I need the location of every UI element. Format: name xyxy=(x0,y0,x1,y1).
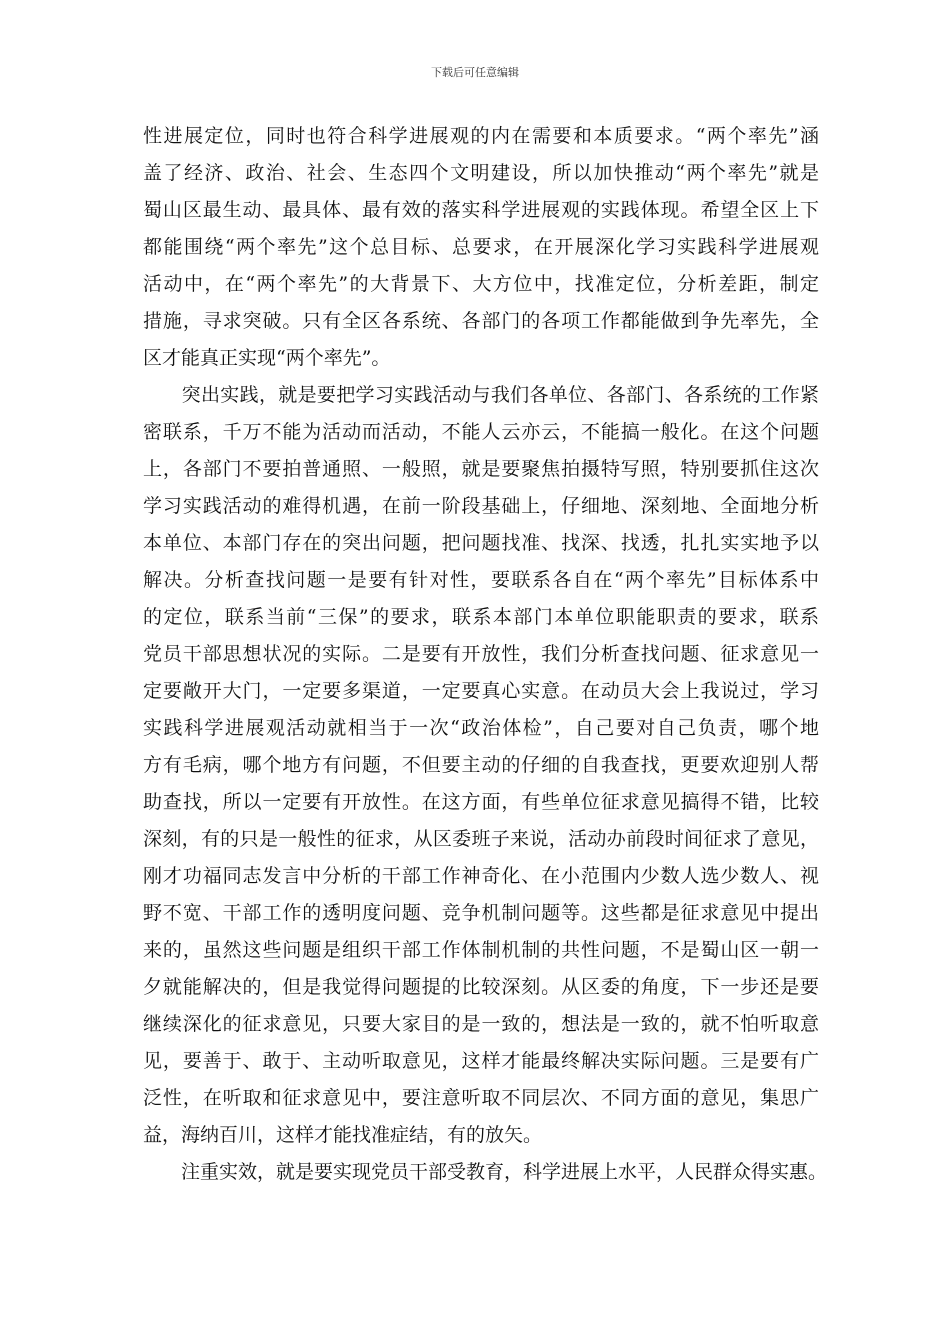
text-line: 注重实效，就是要实现党员干部受教育，科学进展上水平，人民群众得实惠。 xyxy=(143,1161,828,1183)
text-line: 夕就能解决的，但是我觉得问题提的比较深刻。从区委的角度，下一步还是要 xyxy=(143,976,819,998)
text-line: 刚才功福同志发言中分析的干部工作神奇化、在小范围内少数人选少数人、视 xyxy=(143,865,819,887)
text-line: 方有毛病，哪个地方有问题，不但要主动的仔细的自我查找，更要欢迎别人帮 xyxy=(143,754,819,776)
text-line: 措施，寻求突破。只有全区各系统、各部门的各项工作都能做到争先率先，全 xyxy=(143,310,819,332)
text-line: 党员干部思想状况的实际。二是要有开放性，我们分析查找问题、征求意见一 xyxy=(143,643,819,665)
text-line: 来的，虽然这些问题是组织干部工作体制机制的共性问题，不是蜀山区一朝一 xyxy=(143,939,819,961)
text-line: 性进展定位，同时也符合科学进展观的内在需要和本质要求。“两个率先”涵 xyxy=(143,125,819,147)
text-line: 上，各部门不要拍普通照、一般照，就是要聚焦拍摄特写照，特别要抓住这次 xyxy=(143,458,819,480)
text-line: 实践科学进展观活动就相当于一次“政治体检”，自己要对自己负责，哪个地 xyxy=(143,717,819,739)
text-line: 助查找，所以一定要有开放性。在这方面，有些单位征求意见搞得不错，比较 xyxy=(143,791,819,813)
text-line: 蜀山区最生动、最具体、最有效的落实科学进展观的实践体现。希望全区上下 xyxy=(143,199,819,221)
text-line: 都能围绕“两个率先”这个总目标、总要求，在开展深化学习实践科学进展观 xyxy=(143,236,819,258)
text-line: 本单位、本部门存在的突出问题，把问题找准、找深、找透，扎扎实实地予以 xyxy=(143,532,819,554)
page-header-note: 下载后可任意编辑 xyxy=(431,66,519,79)
text-line: 的定位，联系当前“三保”的要求，联系本部门本单位职能职责的要求，联系 xyxy=(143,606,819,628)
text-line: 解决。分析查找问题一是要有针对性，要联系各自在“两个率先”目标体系中 xyxy=(143,569,819,591)
text-line: 野不宽、干部工作的透明度问题、竞争机制问题等。这些都是征求意见中提出 xyxy=(143,902,819,924)
text-line: 区才能真正实现“两个率先”。 xyxy=(143,347,391,369)
text-line: 泛性，在听取和征求意见中，要注意听取不同层次、不同方面的意见，集思广 xyxy=(143,1087,819,1109)
document-body xyxy=(143,118,828,1191)
text-line: 深刻，有的只是一般性的征求，从区委班子来说，活动办前段时间征求了意见， xyxy=(143,828,819,850)
text-line: 盖了经济、政治、社会、生态四个文明建设，所以加快推动“两个率先”就是 xyxy=(143,162,819,184)
text-line: 定要敞开大门，一定要多渠道，一定要真心实意。在动员大会上我说过，学习 xyxy=(143,680,819,702)
text-line: 活动中，在“两个率先”的大背景下、大方位中，找准定位，分析差距，制定 xyxy=(143,273,819,295)
text-line: 学习实践活动的难得机遇，在前一阶段基础上，仔细地、深刻地、全面地分析 xyxy=(143,495,819,517)
text-line: 密联系，千万不能为活动而活动，不能人云亦云，不能搞一般化。在这个问题 xyxy=(143,421,819,443)
text-line: 益，海纳百川，这样才能找准症结，有的放矢。 xyxy=(143,1124,543,1146)
text-line: 突出实践，就是要把学习实践活动与我们各单位、各部门、各系统的工作紧 xyxy=(143,384,819,406)
text-line: 见，要善于、敢于、主动听取意见，这样才能最终解决实际问题。三是要有广 xyxy=(143,1050,819,1072)
text-line: 继续深化的征求意见，只要大家目的是一致的，想法是一致的，就不怕听取意 xyxy=(143,1013,819,1035)
